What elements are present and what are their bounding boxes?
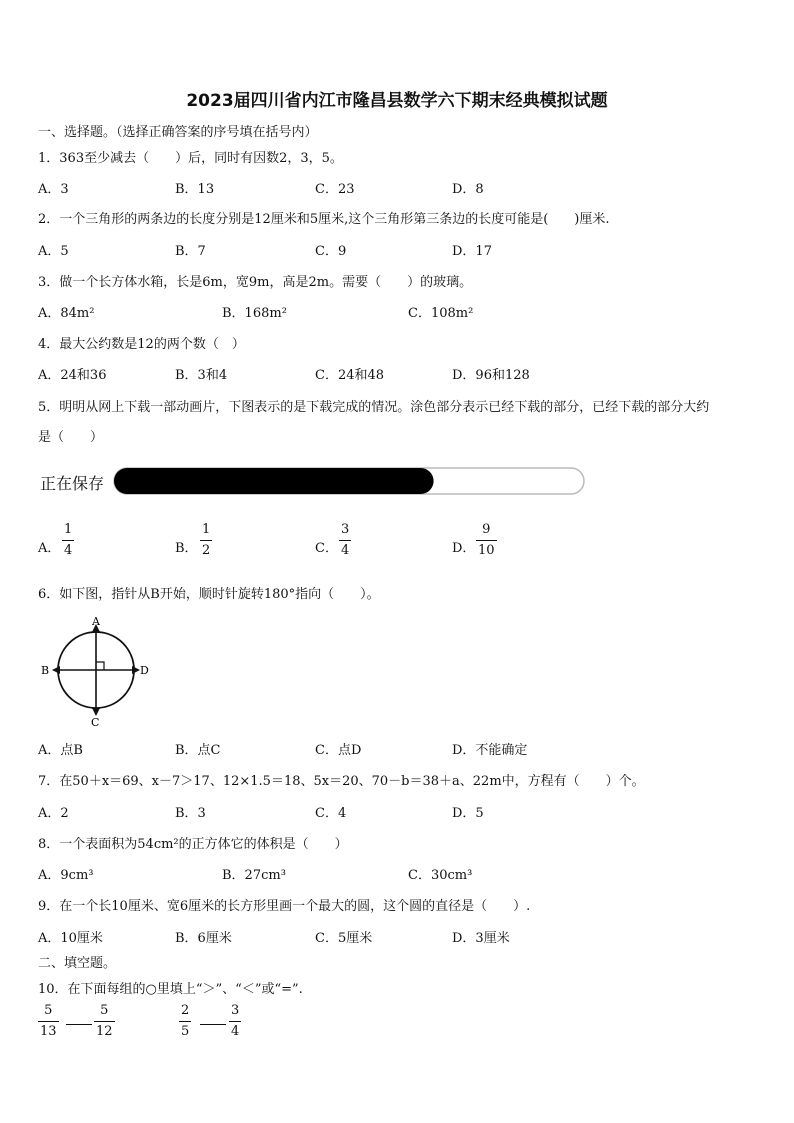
q5-option-b-prefix: B． xyxy=(175,541,198,556)
q8-option-b: B．27cm³ xyxy=(222,868,286,883)
compass-diagram xyxy=(38,615,158,727)
fraction-denominator: 4 xyxy=(64,543,73,558)
q5-option-a-prefix: A． xyxy=(38,541,61,556)
q3-option-c: C．108m² xyxy=(408,306,474,321)
q10-pair-1-left xyxy=(38,1003,59,1040)
q4-option-a: A．24和36 xyxy=(38,368,107,383)
q7-option-d: D．5 xyxy=(452,806,484,821)
fraction-bar xyxy=(62,540,74,541)
label-c: C xyxy=(91,716,100,727)
q10-pair-2-left xyxy=(179,1003,191,1040)
q4-option-b: B．3和4 xyxy=(175,368,228,383)
question-10: 10．在下面每组的○里填上“＞”、“＜”或“=”. xyxy=(38,982,303,997)
q2-option-d: D．17 xyxy=(452,244,492,259)
q7-option-a: A．2 xyxy=(38,806,69,821)
label-d: D xyxy=(140,664,149,677)
q10-pair-2-right xyxy=(229,1003,241,1040)
q9-option-c: C．5厘米 xyxy=(315,931,373,946)
q6-option-d: D．不能确定 xyxy=(452,743,528,758)
q7-option-c: C．4 xyxy=(315,806,347,821)
question-2: 2．一个三角形的两条边的长度分别是12厘米和5厘米,这个三角形第三条边的长度可能是( )厘米. xyxy=(38,212,610,227)
q5-option-c-fraction xyxy=(339,522,351,559)
question-9: 9．在一个长10厘米、宽6厘米的长方形里画一个最大的圆，这个圆的直径是（ ）. xyxy=(38,899,531,914)
fraction-numerator: 1 xyxy=(64,522,73,537)
question-4: 4．最大公约数是12的两个数（ ） xyxy=(38,337,245,352)
q10-pair-2-blank[interactable] xyxy=(200,1024,226,1025)
fraction-bar xyxy=(476,540,497,541)
download-progress-bar xyxy=(112,466,586,496)
fraction-bar xyxy=(229,1021,241,1022)
fraction-denominator: 4 xyxy=(231,1024,240,1039)
right-angle-mark xyxy=(96,662,104,670)
q9-option-a: A．10厘米 xyxy=(38,931,103,946)
q2-option-c: C．9 xyxy=(315,244,347,259)
question-7: 7．在50＋x＝69、x－7＞17、12×1.5＝18、5x＝20、70－b＝38＋a、22m中，方程有（ ）个。 xyxy=(38,774,645,789)
question-5: 5．明明从网上下载一部动画片，下图表示的是下载完成的情况。涂色部分表示已经下载的部分，已经下载的部分大约 xyxy=(38,400,710,415)
q5-option-d-prefix: D． xyxy=(452,541,476,556)
fraction-bar xyxy=(339,540,351,541)
fraction-bar xyxy=(200,540,212,541)
fraction-numerator: 1 xyxy=(202,522,211,537)
q4-option-d: D．96和128 xyxy=(452,368,530,383)
pointer-arrow-left xyxy=(52,666,60,674)
fraction-bar xyxy=(179,1021,191,1022)
q10-pair-1-right xyxy=(94,1003,115,1040)
q5-option-a-fraction xyxy=(62,522,74,559)
q6-option-b: B．点C xyxy=(175,743,221,758)
fraction-numerator: 2 xyxy=(181,1003,190,1018)
pointer-arrow-down xyxy=(92,708,100,716)
fraction-bar xyxy=(38,1021,59,1022)
question-6: 6．如下图，指针从B开始，顺时针旋转180°指向（ ）。 xyxy=(38,587,380,602)
fraction-numerator: 3 xyxy=(341,522,350,537)
fraction-denominator: 13 xyxy=(40,1024,57,1039)
fraction-bar xyxy=(94,1021,115,1022)
question-1: 1．363至少减去（ ）后，同时有因数2，3，5。 xyxy=(38,151,343,166)
q6-option-a: A．点B xyxy=(38,743,83,758)
fraction-numerator: 3 xyxy=(231,1003,240,1018)
progress-label: 正在保存 xyxy=(40,474,105,493)
fraction-numerator: 5 xyxy=(100,1003,109,1018)
q2-option-b: B．7 xyxy=(175,244,206,259)
q9-option-d: D．3厘米 xyxy=(452,931,510,946)
q3-option-b: B．168m² xyxy=(222,306,287,321)
pointer-arrow-right xyxy=(132,666,140,674)
fraction-numerator: 9 xyxy=(482,522,491,537)
question-3: 3．做一个长方体水箱，长是6m，宽9m，高是2m。需要（ ）的玻璃。 xyxy=(38,275,473,290)
question-5-continued: 是（ ） xyxy=(38,430,104,445)
fraction-denominator: 2 xyxy=(202,543,211,558)
q4-option-c: C．24和48 xyxy=(315,368,385,383)
section-heading-choice: 一、选择题。（选择正确答案的序号填在括号内） xyxy=(38,125,318,140)
fraction-denominator: 10 xyxy=(478,543,495,558)
q1-option-d: D．8 xyxy=(452,182,484,197)
q8-option-a: A．9cm³ xyxy=(38,868,94,883)
q5-option-c-prefix: C． xyxy=(315,541,338,556)
q2-option-a: A．5 xyxy=(38,244,69,259)
q7-option-b: B．3 xyxy=(175,806,206,821)
fraction-denominator: 4 xyxy=(341,543,350,558)
q5-option-d-fraction xyxy=(476,522,497,559)
q1-option-b: B．13 xyxy=(175,182,215,197)
q6-option-c: C．点D xyxy=(315,743,362,758)
q1-option-c: C．23 xyxy=(315,182,355,197)
q8-option-c: C．30cm³ xyxy=(408,868,473,883)
q9-option-b: B．6厘米 xyxy=(175,931,232,946)
q5-option-b-fraction xyxy=(200,522,212,559)
label-a: A xyxy=(92,615,100,628)
fraction-denominator: 12 xyxy=(96,1024,113,1039)
page-title: 2023届四川省内江市隆昌县数学六下期末经典模拟试题 xyxy=(186,91,608,111)
progress-fill xyxy=(114,468,434,494)
section-heading-fill: 二、填空题。 xyxy=(38,956,117,971)
label-b: B xyxy=(41,664,50,677)
fraction-denominator: 5 xyxy=(181,1024,190,1039)
question-8: 8．一个表面积为54cm²的正方体它的体积是（ ） xyxy=(38,837,348,852)
q3-option-a: A．84m² xyxy=(38,306,95,321)
fraction-numerator: 5 xyxy=(44,1003,53,1018)
q10-pair-1-blank[interactable] xyxy=(66,1024,92,1025)
q1-option-a: A．3 xyxy=(38,182,69,197)
